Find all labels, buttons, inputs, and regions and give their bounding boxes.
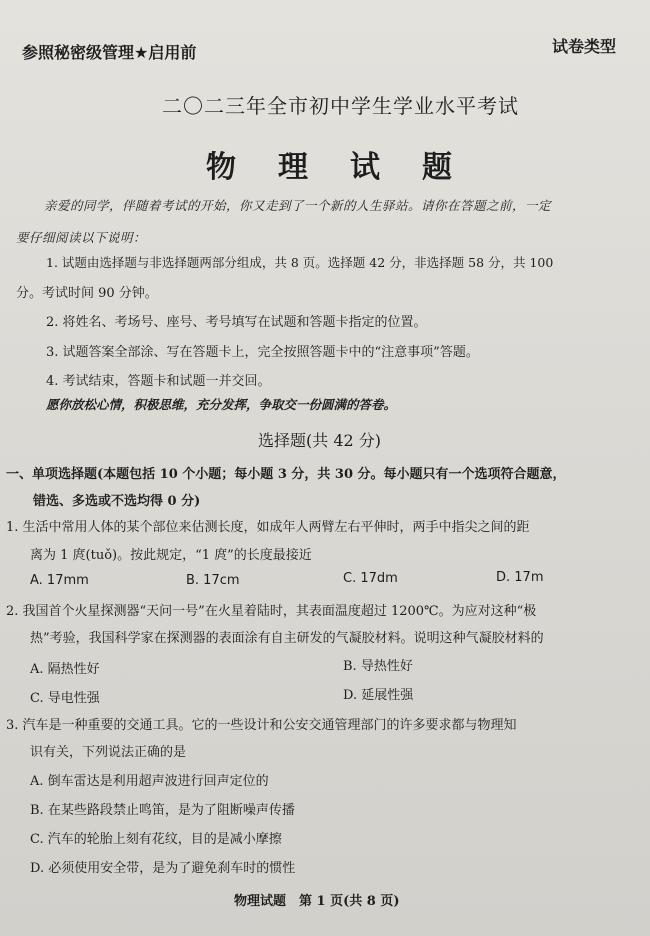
instruction-1-line-2: 分。考试时间 90 分钟。 — [16, 286, 158, 301]
paper-type-label: 试卷类型 — [552, 37, 617, 56]
question-1-line-1: 1. 生活中常用人体的某个部位来估测长度，如成年人两臂左右平伸时，两手中指尖之间的距 — [6, 520, 530, 535]
instruction-4: 4. 考试结束，答题卡和试题一并交回。 — [46, 374, 271, 389]
part1-heading-line-1: 一、单项选择题(本题包括 10 个小题；每小题 3 分，共 30 分。每小题只有一个选项符合题意， — [6, 467, 566, 482]
question-3-option-d: D. 必须使用安全带，是为了避免刹车时的惯性 — [30, 861, 296, 876]
part1-heading-line-2: 错选、多选或不选均得 0 分) — [33, 494, 201, 509]
question-2-line-1: 2. 我国首个火星探测器“天问一号”在火星着陆时，其表面温度超过 1200℃。为应对这种“极 — [6, 604, 537, 619]
question-1-option-b: B. 17cm — [186, 573, 240, 588]
page-footer: 物理试题 第 1 页(共 8 页) — [234, 894, 400, 909]
question-1-option-d: D. 17m — [496, 570, 544, 585]
exam-title: 二〇二三年全市初中学生学业水平考试 — [162, 94, 519, 118]
question-3-option-a: A. 倒车雷达是利用超声波进行回声定位的 — [30, 774, 269, 789]
question-2-option-d: D. 延展性强 — [343, 688, 414, 703]
wish-text: 愿你放松心情，积极思维，充分发挥，争取交一份圆满的答卷。 — [46, 397, 397, 412]
question-3-option-c: C. 汽车的轮胎上刻有花纹，目的是减小摩擦 — [30, 832, 282, 847]
question-2-option-b: B. 导热性好 — [343, 659, 413, 674]
section-title: 选择题(共 42 分) — [258, 431, 382, 450]
question-3-line-2: 识有关，下列说法正确的是 — [30, 745, 187, 760]
question-2-option-c: C. 导电性强 — [30, 691, 100, 706]
instruction-1-line-1: 1. 试题由选择题与非选择题两部分组成，共 8 页。选择题 42 分，非选择题 58 分，共 100 — [46, 255, 554, 270]
intro-line-2: 要仔细阅读以下说明： — [16, 230, 147, 245]
instruction-3: 3. 试题答案全部涂、写在答题卡上，完全按照答题卡中的“注意事项”答题。 — [46, 345, 479, 360]
question-2-line-2: 热”考验，我国科学家在探测器的表面涂有自主研发的气凝胶材料。说明这种气凝胶材料的 — [30, 631, 544, 646]
subject-title: 物 理 试 题 — [206, 150, 458, 185]
question-1-line-2: 离为 1 庹(tuǒ)。按此规定，“1 庹”的长度最接近 — [30, 548, 312, 563]
instruction-2: 2. 将姓名、考场号、座号、考号填写在试题和答题卡指定的位置。 — [46, 315, 427, 330]
question-3-line-1: 3. 汽车是一种重要的交通工具。它的一些设计和公安交通管理部门的许多要求都与物理知 — [6, 718, 517, 733]
question-1-option-a: A. 17mm — [30, 573, 89, 588]
intro-line-1: 亲爱的同学，伴随着考试的开始，你又走到了一个新的人生驿站。请你在答题之前，一定 — [44, 198, 552, 213]
secrecy-label: 参照秘密级管理★启用前 — [22, 43, 197, 62]
question-1-option-c: C. 17dm — [343, 571, 398, 586]
question-3-option-b: B. 在某些路段禁止鸣笛，是为了阻断噪声传播 — [30, 803, 295, 818]
question-2-option-a: A. 隔热性好 — [30, 662, 100, 677]
